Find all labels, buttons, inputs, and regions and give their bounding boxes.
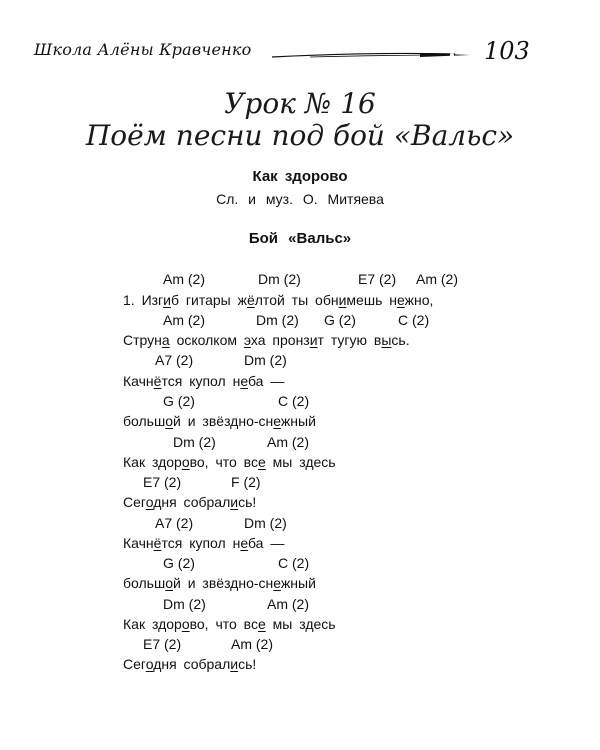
lyric-text: тся купол н: [161, 535, 241, 551]
lyric-text: мешь н: [346, 292, 397, 308]
stressed-vowel: э: [243, 332, 251, 348]
lyric-text: жно,: [404, 292, 434, 308]
lyric-line: [123, 656, 256, 672]
chord: F (2): [231, 474, 261, 490]
lyric-text: больш: [123, 575, 166, 591]
chord: Dm (2): [244, 515, 287, 531]
lyric-text: Качн: [123, 373, 154, 389]
lyric-text: т тугую в: [317, 332, 382, 348]
stressed-vowel: е: [257, 454, 266, 470]
stressed-vowel: ё: [153, 535, 162, 551]
lyric-text: мы здесь: [265, 454, 336, 470]
stressed-vowel: о: [145, 656, 154, 672]
chord: A7 (2): [155, 515, 194, 531]
lyric-line: [123, 494, 256, 510]
stressed-vowel: и: [230, 656, 239, 672]
chord: G (2): [163, 393, 195, 409]
lyric-text: Сег: [123, 656, 146, 672]
stressed-vowel: а: [161, 332, 170, 348]
chord: Dm (2): [244, 352, 287, 368]
stressed-vowel: е: [273, 575, 281, 591]
lyric-text: Как здор: [123, 616, 182, 632]
chord: C (2): [278, 555, 310, 571]
lyric-line: [123, 454, 336, 470]
chord: Dm (2): [173, 434, 216, 450]
chord: Dm (2): [258, 271, 301, 287]
lyric-text: жный: [280, 575, 316, 591]
chord: C (2): [278, 393, 310, 409]
lyric-text: Как здор: [123, 454, 182, 470]
school-name: Школа Алёны Кравченко: [34, 40, 252, 59]
stressed-vowel: е: [240, 373, 248, 389]
lyric-text: осколком: [169, 332, 244, 348]
chord: E7 (2): [143, 636, 182, 652]
stressed-vowel: ё: [153, 373, 162, 389]
chord: Am (2): [163, 271, 205, 287]
lyric-text: во, что вс: [189, 616, 258, 632]
stressed-vowel: о: [181, 454, 190, 470]
page-number: 103: [484, 37, 530, 65]
chord: Am (2): [416, 271, 458, 287]
lyric-text: й и звёздно-сн: [173, 413, 274, 429]
chord: Dm (2): [163, 596, 206, 612]
chord: G (2): [163, 555, 195, 571]
stressed-vowel: о: [181, 616, 190, 632]
lyric-line: [123, 332, 410, 348]
lyric-line: [123, 535, 284, 551]
stressed-vowel: о: [165, 413, 173, 429]
lyric-text: сь!: [238, 656, 257, 672]
lyric-line: [123, 292, 433, 308]
lyric-line: [123, 373, 284, 389]
lyric-line: [123, 413, 316, 429]
chord: E7 (2): [143, 474, 182, 490]
lyric-text: мы здесь: [265, 616, 336, 632]
lyric-text: Качн: [123, 535, 154, 551]
lyric-text: лтой ты обн: [254, 292, 339, 308]
stressed-vowel: е: [396, 292, 405, 308]
chord: E7 (2): [358, 271, 397, 287]
stressed-vowel: и: [309, 332, 318, 348]
lyric-text: дня собрал: [153, 656, 231, 672]
lyric-text: дня собрал: [153, 494, 231, 510]
lyric-text: сь!: [238, 494, 257, 510]
lyric-text: Струн: [123, 332, 162, 348]
stressed-vowel: о: [165, 575, 173, 591]
lyric-text: б гитары ж: [170, 292, 247, 308]
stressed-vowel: ё: [246, 292, 255, 308]
lyric-text: 1. Изг: [123, 292, 164, 308]
song-credits: Сл. и муз. О. Митяева: [216, 191, 384, 207]
chord: Dm (2): [256, 312, 299, 328]
chord: C (2): [398, 312, 430, 328]
lyric-text: Сег: [123, 494, 146, 510]
lyric-line: [123, 616, 336, 632]
lyric-text: жный: [280, 413, 316, 429]
stressed-vowel: е: [240, 535, 248, 551]
stressed-vowel: и: [163, 292, 171, 308]
lyric-text: й и звёздно-сн: [173, 575, 274, 591]
stressed-vowel: е: [273, 413, 281, 429]
lyric-text: тся купол н: [161, 373, 241, 389]
chord: Am (2): [163, 312, 205, 328]
chord: Am (2): [267, 434, 309, 450]
lyric-text: сь.: [391, 332, 410, 348]
lyric-text: ба —: [247, 535, 285, 551]
lyric-text: ба —: [247, 373, 285, 389]
stressed-vowel: о: [145, 494, 154, 510]
strum-title: Бой «Вальс»: [248, 230, 352, 247]
stressed-vowel: и: [338, 292, 347, 308]
lyric-text: ха пронз: [250, 332, 310, 348]
chord: Am (2): [267, 596, 309, 612]
stressed-vowel: ы: [381, 332, 392, 348]
lyric-line: [123, 575, 316, 591]
lesson-title: Поём песни под бой «Вальс»: [85, 119, 515, 152]
chord: A7 (2): [155, 352, 194, 368]
song-title: Как здорово: [252, 168, 348, 185]
chord: G (2): [324, 312, 356, 328]
lesson-number: Урок № 16: [224, 87, 376, 120]
stressed-vowel: е: [257, 616, 266, 632]
lyric-text: больш: [123, 413, 166, 429]
chord: Am (2): [231, 636, 273, 652]
lyric-text: во, что вс: [189, 454, 258, 470]
stressed-vowel: и: [230, 494, 239, 510]
